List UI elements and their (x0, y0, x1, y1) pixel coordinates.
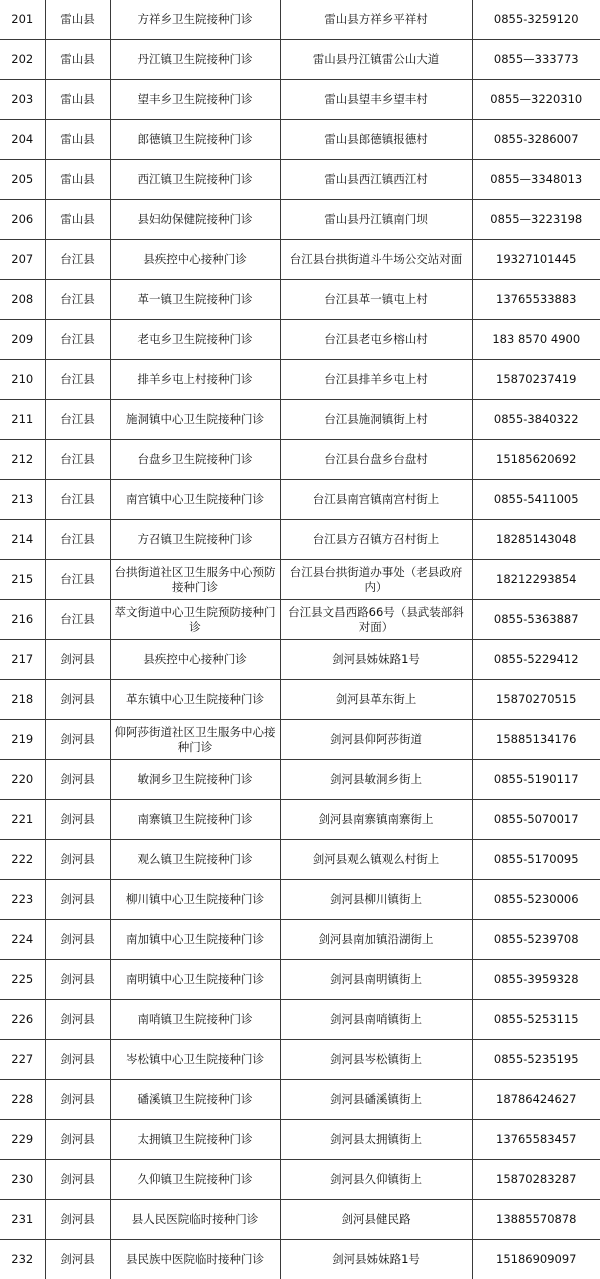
row-number: 215 (0, 560, 45, 600)
table-row (0, 1240, 600, 1279)
clinic-name: 南宫镇中心卫生院接种门诊 (110, 480, 280, 520)
row-number: 212 (0, 440, 45, 480)
phone-number: 0855-5253115 (472, 1000, 600, 1040)
phone-number: 15885134176 (472, 720, 600, 760)
row-number: 229 (0, 1120, 45, 1160)
clinic-name: 南明镇中心卫生院接种门诊 (110, 960, 280, 1000)
phone-number: 15186909097 (472, 1240, 600, 1279)
clinic-address: 剑河县观么镇观么村街上 (280, 840, 472, 880)
county: 剑河县 (45, 1040, 110, 1080)
clinic-name: 方召镇卫生院接种门诊 (110, 520, 280, 560)
row-number: 223 (0, 880, 45, 920)
table-row (0, 840, 600, 880)
table-row (0, 360, 600, 400)
county: 雷山县 (45, 0, 110, 40)
clinic-address: 雷山县西江镇西江村 (280, 160, 472, 200)
row-number: 231 (0, 1200, 45, 1240)
table-row (0, 1120, 600, 1160)
county: 台江县 (45, 520, 110, 560)
clinic-name: 县妇幼保健院接种门诊 (110, 200, 280, 240)
county: 剑河县 (45, 640, 110, 680)
table-row (0, 280, 600, 320)
phone-number: 0855-3840322 (472, 400, 600, 440)
table-row (0, 240, 600, 280)
clinic-name: 丹江镇卫生院接种门诊 (110, 40, 280, 80)
clinic-address: 台江县排羊乡屯上村 (280, 360, 472, 400)
clinic-name: 久仰镇卫生院接种门诊 (110, 1160, 280, 1200)
clinic-name: 台拱街道社区卫生服务中心预防接种门诊 (110, 560, 280, 600)
table-row (0, 480, 600, 520)
clinic-address: 剑河县柳川镇街上 (280, 880, 472, 920)
phone-number: 18285143048 (472, 520, 600, 560)
clinic-address: 雷山县望丰乡望丰村 (280, 80, 472, 120)
clinic-name: 县人民医院临时接种门诊 (110, 1200, 280, 1240)
row-number: 227 (0, 1040, 45, 1080)
clinic-name: 革东镇中心卫生院接种门诊 (110, 680, 280, 720)
phone-number: 0855-5190117 (472, 760, 600, 800)
clinic-address: 剑河县南哨镇街上 (280, 1000, 472, 1040)
row-number: 207 (0, 240, 45, 280)
clinic-address: 剑河县姊妹路1号 (280, 1240, 472, 1279)
county: 台江县 (45, 400, 110, 440)
table-row (0, 1200, 600, 1240)
county: 台江县 (45, 240, 110, 280)
phone-number: 13885570878 (472, 1200, 600, 1240)
phone-number: 0855-5239708 (472, 920, 600, 960)
phone-number: 183 8570 4900 (472, 320, 600, 360)
phone-number: 0855—3223198 (472, 200, 600, 240)
county: 剑河县 (45, 1120, 110, 1160)
county: 剑河县 (45, 1080, 110, 1120)
clinic-address: 剑河县太拥镇街上 (280, 1120, 472, 1160)
clinic-name: 台盘乡卫生院接种门诊 (110, 440, 280, 480)
phone-number: 13765533883 (472, 280, 600, 320)
clinic-name: 县疾控中心接种门诊 (110, 640, 280, 680)
county: 剑河县 (45, 1160, 110, 1200)
row-number: 214 (0, 520, 45, 560)
county: 剑河县 (45, 760, 110, 800)
row-number: 226 (0, 1000, 45, 1040)
clinic-name: 郎德镇卫生院接种门诊 (110, 120, 280, 160)
clinic-address: 剑河县南加镇沿湖街上 (280, 920, 472, 960)
clinic-address: 剑河县革东街上 (280, 680, 472, 720)
table-row (0, 80, 600, 120)
county: 剑河县 (45, 680, 110, 720)
county: 台江县 (45, 320, 110, 360)
clinic-name: 敏洞乡卫生院接种门诊 (110, 760, 280, 800)
county: 剑河县 (45, 1200, 110, 1240)
phone-number: 15870237419 (472, 360, 600, 400)
phone-number: 0855-5230006 (472, 880, 600, 920)
county: 雷山县 (45, 40, 110, 80)
row-number: 216 (0, 600, 45, 640)
clinic-name: 老屯乡卫生院接种门诊 (110, 320, 280, 360)
phone-number: 15185620692 (472, 440, 600, 480)
row-number: 203 (0, 80, 45, 120)
row-number: 201 (0, 0, 45, 40)
table-row (0, 200, 600, 240)
table-row (0, 800, 600, 840)
row-number: 222 (0, 840, 45, 880)
clinic-address: 台江县台拱街道斗牛场公交站对面 (280, 240, 472, 280)
clinic-name: 柳川镇中心卫生院接种门诊 (110, 880, 280, 920)
row-number: 210 (0, 360, 45, 400)
county: 剑河县 (45, 880, 110, 920)
row-number: 225 (0, 960, 45, 1000)
table-row (0, 320, 600, 360)
phone-number: 0855-5170095 (472, 840, 600, 880)
row-number: 232 (0, 1240, 45, 1279)
clinic-address: 剑河县久仰镇街上 (280, 1160, 472, 1200)
phone-number: 18786424627 (472, 1080, 600, 1120)
clinic-name: 排羊乡屯上村接种门诊 (110, 360, 280, 400)
clinic-address: 台江县台盘乡台盘村 (280, 440, 472, 480)
clinic-address: 剑河县敏洞乡街上 (280, 760, 472, 800)
clinic-address: 台江县方召镇方召村街上 (280, 520, 472, 560)
row-number: 220 (0, 760, 45, 800)
clinic-address: 剑河县健民路 (280, 1200, 472, 1240)
phone-number: 0855-5235195 (472, 1040, 600, 1080)
phone-number: 15870283287 (472, 1160, 600, 1200)
row-number: 209 (0, 320, 45, 360)
clinic-address: 剑河县南明镇街上 (280, 960, 472, 1000)
clinic-address: 雷山县丹江镇南门坝 (280, 200, 472, 240)
clinic-address: 台江县台拱街道办事处（老县政府内） (280, 560, 472, 600)
table-row (0, 760, 600, 800)
table-row (0, 400, 600, 440)
county: 雷山县 (45, 160, 110, 200)
phone-number: 0855—333773 (472, 40, 600, 80)
clinic-address: 台江县施洞镇街上村 (280, 400, 472, 440)
clinic-address: 雷山县丹江镇雷公山大道 (280, 40, 472, 80)
clinic-name: 施洞镇中心卫生院接种门诊 (110, 400, 280, 440)
clinic-address: 台江县老屯乡榕山村 (280, 320, 472, 360)
row-number: 217 (0, 640, 45, 680)
county: 台江县 (45, 560, 110, 600)
clinic-address: 台江县南宫镇南宫村街上 (280, 480, 472, 520)
county: 剑河县 (45, 840, 110, 880)
row-number: 211 (0, 400, 45, 440)
table-row (0, 960, 600, 1000)
phone-number: 18212293854 (472, 560, 600, 600)
clinic-address: 雷山县方祥乡平祥村 (280, 0, 472, 40)
row-number: 230 (0, 1160, 45, 1200)
table-row (0, 520, 600, 560)
county: 台江县 (45, 280, 110, 320)
clinic-address: 剑河县姊妹路1号 (280, 640, 472, 680)
row-number: 206 (0, 200, 45, 240)
table-row (0, 1080, 600, 1120)
clinic-name: 南哨镇卫生院接种门诊 (110, 1000, 280, 1040)
table-row (0, 160, 600, 200)
phone-number: 15870270515 (472, 680, 600, 720)
table-row (0, 440, 600, 480)
row-number: 218 (0, 680, 45, 720)
clinic-name: 太拥镇卫生院接种门诊 (110, 1120, 280, 1160)
row-number: 221 (0, 800, 45, 840)
table-row (0, 1160, 600, 1200)
table-row (0, 920, 600, 960)
clinic-address: 雷山县郎德镇报德村 (280, 120, 472, 160)
phone-number: 0855-3259120 (472, 0, 600, 40)
clinic-name: 南加镇中心卫生院接种门诊 (110, 920, 280, 960)
clinic-name: 观么镇卫生院接种门诊 (110, 840, 280, 880)
county: 剑河县 (45, 1000, 110, 1040)
county: 剑河县 (45, 920, 110, 960)
table-row (0, 40, 600, 80)
clinic-name: 方祥乡卫生院接种门诊 (110, 0, 280, 40)
clinic-name: 南寨镇卫生院接种门诊 (110, 800, 280, 840)
phone-number: 19327101445 (472, 240, 600, 280)
table-row (0, 1040, 600, 1080)
clinic-address: 剑河县岑松镇街上 (280, 1040, 472, 1080)
row-number: 204 (0, 120, 45, 160)
row-number: 228 (0, 1080, 45, 1120)
clinic-name: 县疾控中心接种门诊 (110, 240, 280, 280)
clinic-address: 剑河县磻溪镇街上 (280, 1080, 472, 1120)
clinic-name: 仰阿莎街道社区卫生服务中心接种门诊 (110, 720, 280, 760)
county: 雷山县 (45, 80, 110, 120)
clinic-address: 剑河县南寨镇南寨街上 (280, 800, 472, 840)
row-number: 205 (0, 160, 45, 200)
table-row (0, 120, 600, 160)
row-number: 219 (0, 720, 45, 760)
county: 台江县 (45, 360, 110, 400)
county: 台江县 (45, 600, 110, 640)
phone-number: 0855-5070017 (472, 800, 600, 840)
clinic-name: 西江镇卫生院接种门诊 (110, 160, 280, 200)
table-row (0, 720, 600, 760)
clinic-address: 台江县革一镇屯上村 (280, 280, 472, 320)
phone-number: 0855-5363887 (472, 600, 600, 640)
row-number: 213 (0, 480, 45, 520)
phone-number: 0855-5411005 (472, 480, 600, 520)
phone-number: 13765583457 (472, 1120, 600, 1160)
table-row (0, 0, 600, 40)
county: 剑河县 (45, 720, 110, 760)
county: 台江县 (45, 480, 110, 520)
row-number: 208 (0, 280, 45, 320)
phone-number: 0855-5229412 (472, 640, 600, 680)
clinic-address: 台江县文昌西路66号（县武装部斜对面） (280, 600, 472, 640)
county: 剑河县 (45, 1240, 110, 1279)
phone-number: 0855-3959328 (472, 960, 600, 1000)
table-row (0, 1000, 600, 1040)
county: 台江县 (45, 440, 110, 480)
table-row (0, 560, 600, 600)
clinic-name: 革一镇卫生院接种门诊 (110, 280, 280, 320)
county: 剑河县 (45, 800, 110, 840)
county: 雷山县 (45, 120, 110, 160)
county: 雷山县 (45, 200, 110, 240)
row-number: 202 (0, 40, 45, 80)
clinic-name: 萃文街道中心卫生院预防接种门诊 (110, 600, 280, 640)
clinic-name: 岑松镇中心卫生院接种门诊 (110, 1040, 280, 1080)
table-row (0, 880, 600, 920)
clinic-name: 县民族中医院临时接种门诊 (110, 1240, 280, 1279)
phone-number: 0855—3348013 (472, 160, 600, 200)
phone-number: 0855—3220310 (472, 80, 600, 120)
table-row (0, 640, 600, 680)
clinic-name: 磻溪镇卫生院接种门诊 (110, 1080, 280, 1120)
clinic-address: 剑河县仰阿莎街道 (280, 720, 472, 760)
row-number: 224 (0, 920, 45, 960)
county: 剑河县 (45, 960, 110, 1000)
table-row (0, 680, 600, 720)
phone-number: 0855-3286007 (472, 120, 600, 160)
table-row (0, 600, 600, 640)
clinic-name: 望丰乡卫生院接种门诊 (110, 80, 280, 120)
